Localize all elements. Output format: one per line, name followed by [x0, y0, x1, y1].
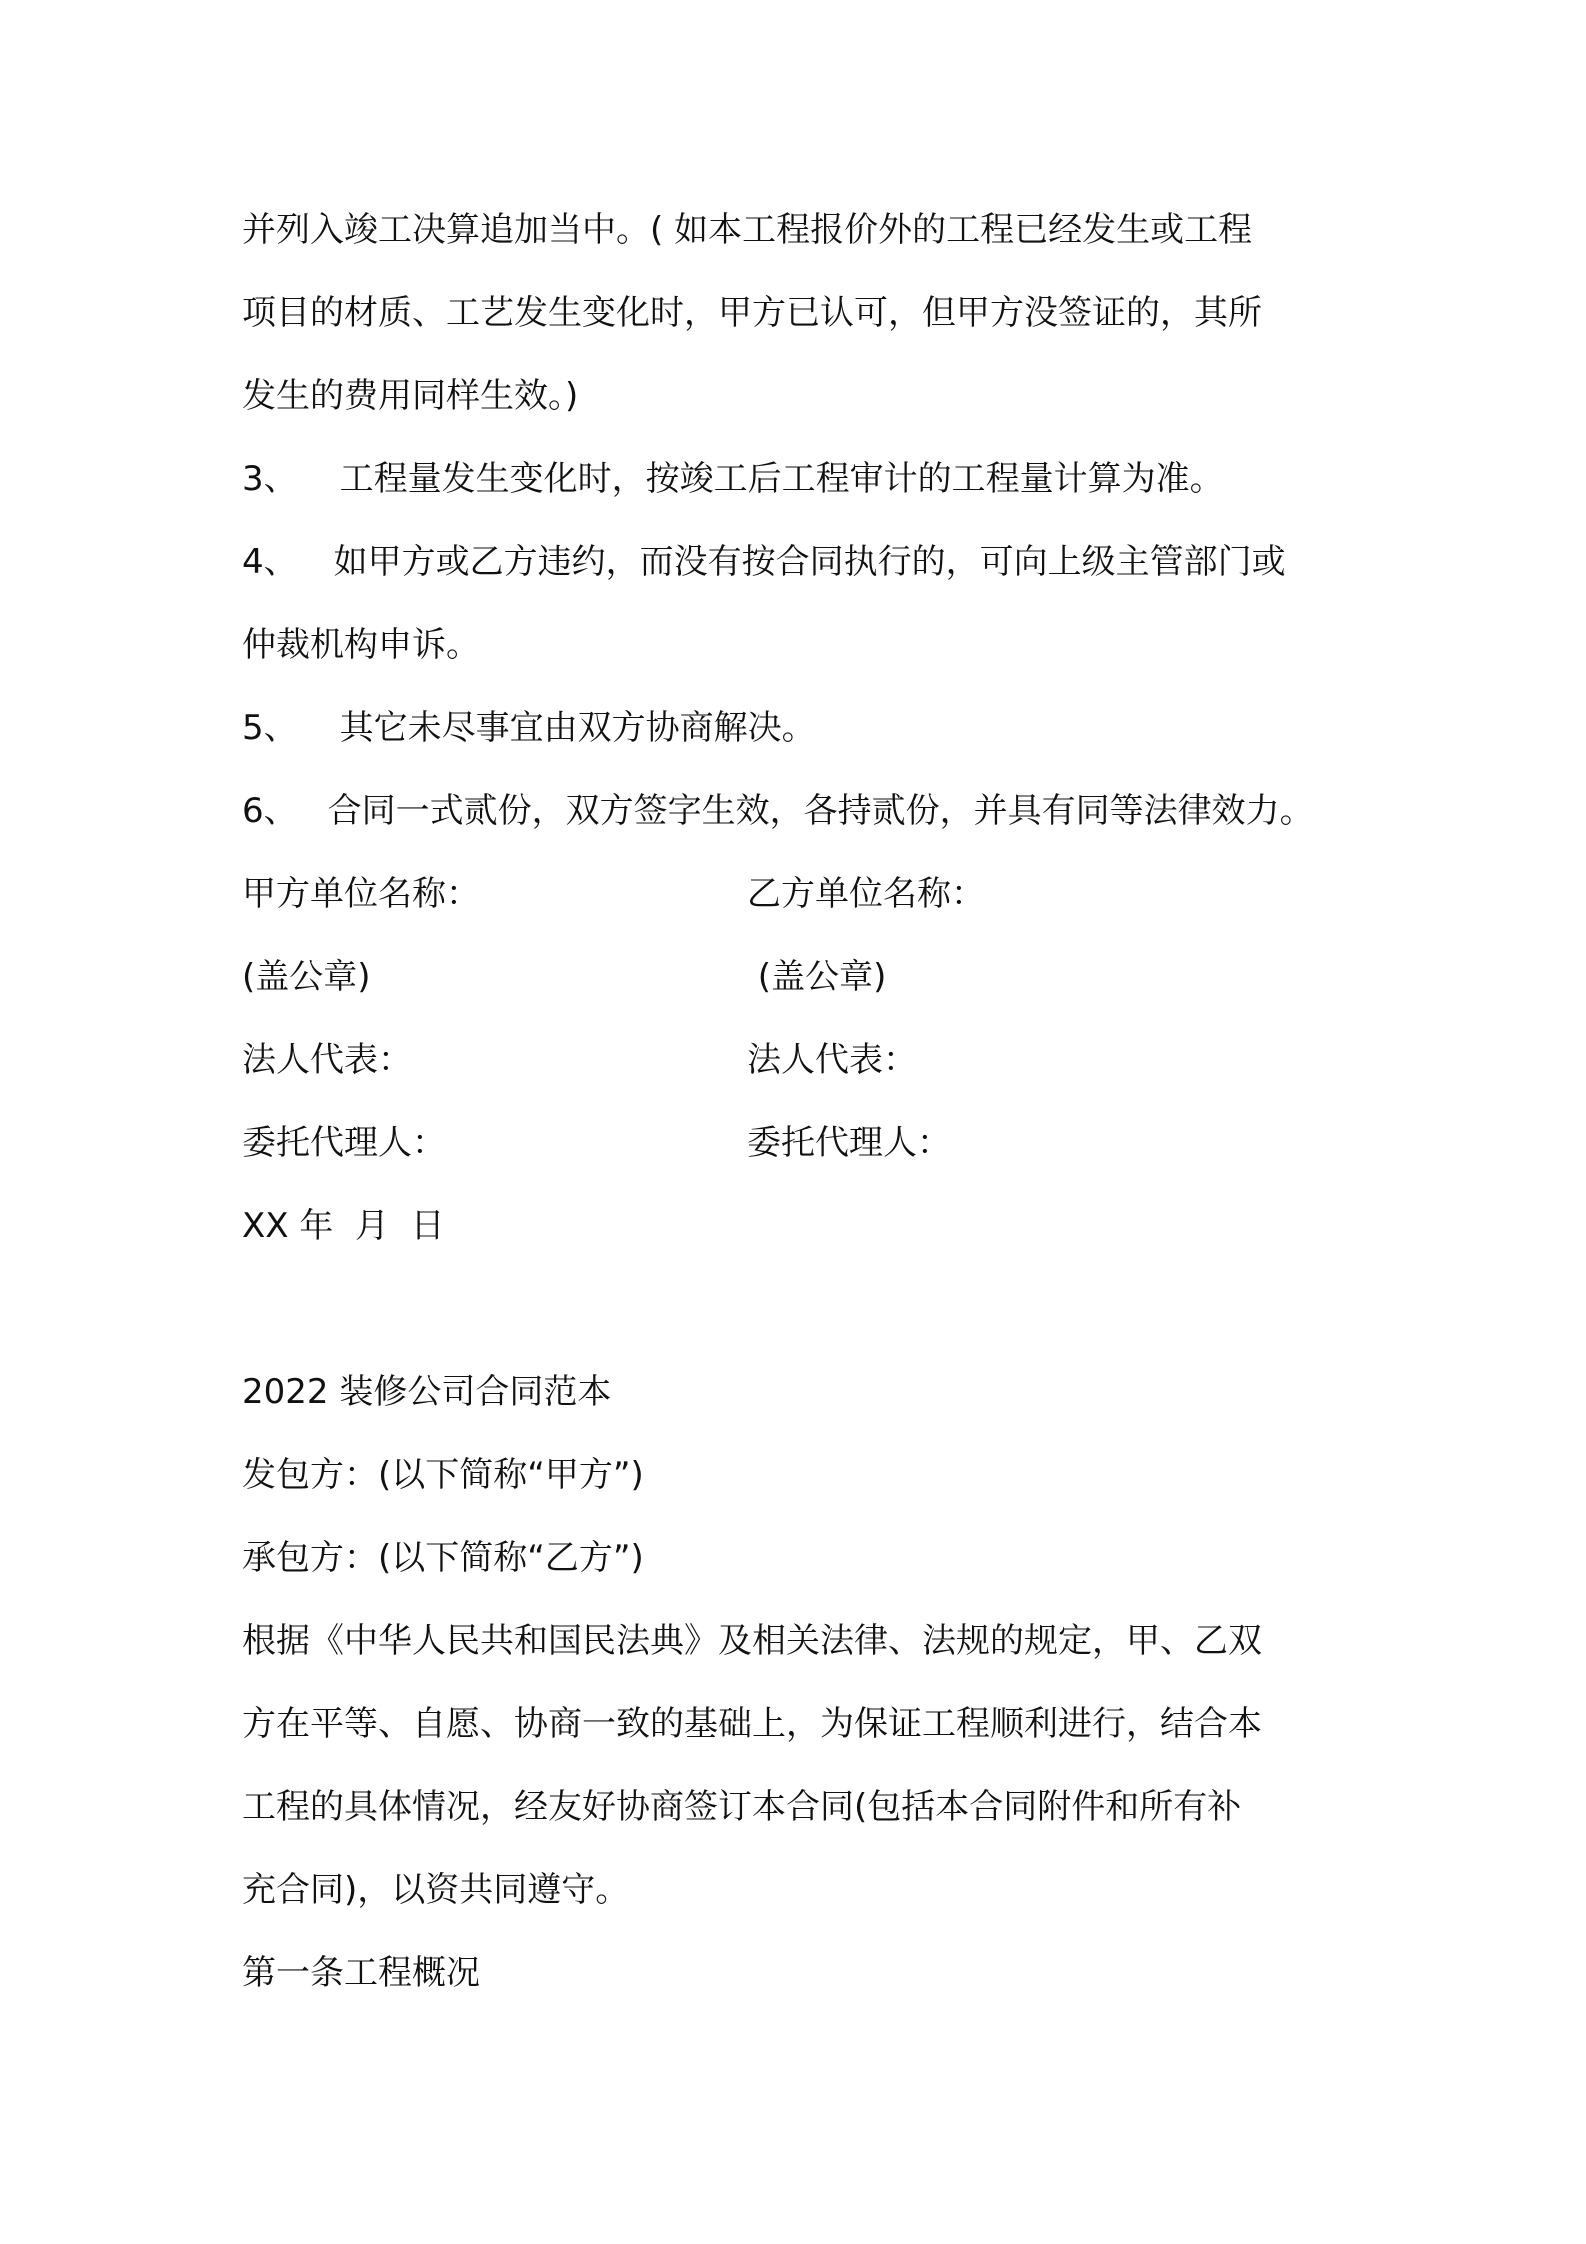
signature-row-rep: [242, 1035, 917, 1085]
clause-continuation-line-3: 发生的费用同样生效。): [242, 376, 579, 416]
clause-3-text: 工程量发生变化时，按竣工后工程审计的工程量计算为准。: [339, 459, 1224, 499]
party-a-rep-label: 法人代表：: [242, 1040, 412, 1080]
contract-title: 2022 装修公司合同范本: [242, 1372, 612, 1412]
preamble-line-1: 根据《中华人民共和国民法典》及相关法律、法规的规定，甲、乙双: [242, 1621, 1262, 1661]
article-1-heading: 第一条工程概况: [242, 1953, 480, 1993]
clause-4-continuation: 仲裁机构申诉。: [242, 625, 480, 665]
clause-3-number: 3、: [242, 459, 298, 499]
clause-6: [242, 786, 1314, 836]
clause-4: [242, 537, 1286, 587]
party-a-unit-label: 甲方单位名称：: [242, 874, 480, 914]
clause-continuation-line-2: 项目的材质、工艺发生变化时，甲方已认可，但甲方没签证的，其所: [242, 293, 1262, 333]
clause-5: [242, 703, 816, 753]
clause-6-number: 6、: [242, 791, 298, 831]
employer-line: 发包方：(以下简称“甲方”): [242, 1455, 644, 1495]
clause-6-text: 合同一式贰份，双方签字生效，各持贰份，并具有同等法律效力。: [327, 791, 1314, 831]
signature-date: XX 年 月 日: [242, 1206, 445, 1246]
clause-continuation-line-1: 并列入竣工决算追加当中。( 如本工程报价外的工程已经发生或工程: [242, 210, 1253, 250]
clause-5-text: 其它未尽事宜由双方协商解决。: [339, 708, 816, 748]
party-a-agent-label: 委托代理人：: [242, 1123, 446, 1163]
contractor-line: 承包方：(以下简称“乙方”): [242, 1538, 644, 1578]
party-b-rep-label: 法人代表：: [747, 1040, 917, 1080]
signature-row-seal: [242, 952, 887, 1002]
party-b-unit-label: 乙方单位名称：: [747, 874, 985, 914]
preamble-line-4: 充合同)，以资共同遵守。: [242, 1870, 630, 1910]
signature-row-unit: [242, 869, 985, 919]
party-b-agent-label: 委托代理人：: [747, 1123, 951, 1163]
clause-3: [242, 454, 1224, 504]
signature-row-agent: [242, 1118, 951, 1168]
clause-4-text: 如甲方或乙方违约，而没有按合同执行的，可向上级主管部门或: [333, 542, 1286, 582]
party-a-seal-label: (盖公章): [242, 957, 371, 997]
clause-5-number: 5、: [242, 708, 298, 748]
preamble-line-3: 工程的具体情况，经友好协商签订本合同(包括本合同附件和所有补: [242, 1787, 1242, 1827]
preamble-line-2: 方在平等、自愿、协商一致的基础上，为保证工程顺利进行，结合本: [242, 1704, 1262, 1744]
party-b-seal-label: (盖公章): [747, 957, 887, 997]
clause-4-number: 4、: [242, 542, 298, 582]
